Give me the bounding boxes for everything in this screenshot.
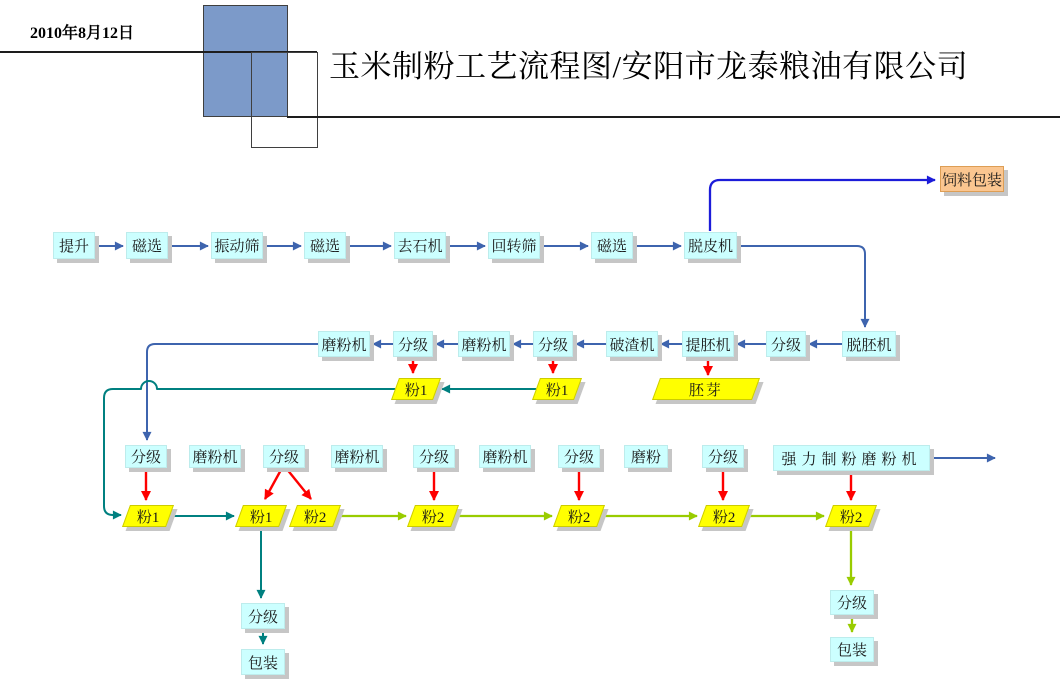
node-label: 分级 bbox=[563, 450, 594, 466]
node-fenji-bl bbox=[241, 603, 285, 629]
title-divider-line bbox=[287, 116, 1060, 118]
node-fenji-3a bbox=[125, 445, 167, 468]
node-mofenji-3a bbox=[189, 445, 241, 468]
node-label: 粉2 bbox=[567, 509, 591, 526]
node-label: 磨粉机 bbox=[334, 450, 380, 466]
node-label: 脱皮机 bbox=[687, 239, 733, 255]
node-mofenji-2a bbox=[318, 331, 370, 357]
node-label: 去石机 bbox=[397, 239, 443, 255]
node-fen2-3d bbox=[698, 505, 750, 527]
node-label: 分级 bbox=[418, 450, 449, 466]
node-label: 脱胚机 bbox=[846, 337, 892, 354]
edge-tuopiji-tuopeiji bbox=[737, 246, 865, 327]
node-fen2-3a bbox=[289, 505, 341, 527]
node-fenji-3c bbox=[413, 445, 455, 468]
node-label: 分级 bbox=[397, 337, 428, 354]
node-fenji-2a bbox=[393, 331, 433, 357]
node-label: 回转筛 bbox=[491, 239, 537, 255]
node-baozhuang-bl bbox=[241, 649, 285, 675]
node-tipeiji bbox=[682, 331, 734, 357]
node-label: 粉1 bbox=[404, 382, 428, 399]
node-qushiji bbox=[394, 232, 446, 259]
node-label: 磁选 bbox=[309, 239, 340, 255]
node-label: 包装 bbox=[836, 643, 867, 659]
node-label: 分级 bbox=[130, 450, 161, 466]
node-huizhuanshai bbox=[488, 232, 540, 259]
node-label: 分级 bbox=[268, 450, 299, 466]
node-label: 磁选 bbox=[131, 239, 162, 255]
node-zhendongshai bbox=[211, 232, 263, 259]
node-label: 粉2 bbox=[303, 509, 327, 526]
decoration-outline-rect bbox=[251, 52, 318, 148]
node-fenji-2b bbox=[533, 331, 573, 357]
node-label: 磨粉机 bbox=[321, 337, 367, 354]
node-cixuan-3 bbox=[591, 232, 633, 259]
node-label: 提胚机 bbox=[685, 337, 731, 354]
node-label: 磨粉机 bbox=[461, 337, 507, 354]
node-mofen bbox=[624, 445, 668, 468]
date-label: 2010年8月12日 bbox=[30, 25, 135, 42]
node-fenji-3e bbox=[702, 445, 744, 468]
node-tuopeiji bbox=[842, 331, 896, 357]
node-fenji-2c bbox=[766, 331, 806, 357]
node-fen1-3b bbox=[235, 505, 287, 527]
node-fen1-3a bbox=[122, 505, 174, 527]
node-label: 分级 bbox=[836, 596, 867, 612]
node-fen2-3c bbox=[553, 505, 605, 527]
node-baozhuang-br bbox=[830, 637, 874, 662]
node-label: 分级 bbox=[537, 337, 568, 354]
node-label: 包装 bbox=[247, 655, 278, 672]
node-label: 磨粉机 bbox=[482, 450, 528, 466]
node-label: 饲料包装 bbox=[941, 172, 1002, 189]
node-label: 胚芽 bbox=[688, 382, 723, 399]
node-fen1-2a bbox=[391, 378, 441, 400]
node-label: 粉1 bbox=[545, 382, 569, 399]
node-label: 磨粉 bbox=[630, 450, 661, 466]
node-tuopiji bbox=[684, 232, 737, 259]
node-mofenji-2b bbox=[458, 331, 510, 357]
node-label: 提升 bbox=[58, 239, 89, 255]
node-fenji-3b bbox=[263, 445, 305, 468]
node-siliao-baozhuang bbox=[940, 166, 1004, 192]
edge-fenji3b-fen2 bbox=[286, 468, 311, 499]
node-label: 粉2 bbox=[421, 509, 445, 526]
edge-fenji3b-fen1 bbox=[265, 468, 282, 499]
page-title: 玉米制粉工艺流程图/安阳市龙泰粮油有限公司 bbox=[329, 49, 969, 84]
node-cixuan-2 bbox=[304, 232, 346, 259]
node-peiya bbox=[652, 378, 760, 400]
edge-mofenji2a-fenji3a bbox=[147, 344, 318, 440]
node-fen1-2b bbox=[532, 378, 582, 400]
node-label: 振动筛 bbox=[214, 239, 260, 255]
node-label: 粉2 bbox=[839, 509, 863, 526]
node-label: 粉1 bbox=[249, 509, 273, 526]
node-tisheng bbox=[53, 232, 95, 259]
edge-tuopiji-siliao bbox=[710, 180, 935, 231]
node-cixuan-1 bbox=[126, 232, 168, 259]
node-pozhaji bbox=[606, 331, 658, 357]
node-fenji-3d bbox=[558, 445, 600, 468]
node-fenji-br bbox=[830, 590, 874, 615]
node-label: 磁选 bbox=[596, 239, 627, 255]
node-fen2-3b bbox=[407, 505, 459, 527]
node-qiangli-mofenji bbox=[773, 445, 930, 471]
node-mofenji-3c bbox=[479, 445, 531, 468]
node-label: 破渣机 bbox=[609, 337, 655, 354]
node-label: 强力制粉磨粉机 bbox=[781, 451, 922, 468]
node-label: 分级 bbox=[770, 337, 801, 354]
node-label: 粉1 bbox=[136, 509, 160, 526]
node-mofenji-3b bbox=[331, 445, 383, 468]
node-label: 分级 bbox=[247, 609, 278, 626]
node-label: 粉2 bbox=[712, 509, 736, 526]
node-fen2-3e bbox=[825, 505, 877, 527]
node-label: 磨粉机 bbox=[192, 450, 238, 466]
node-label: 分级 bbox=[707, 450, 738, 466]
